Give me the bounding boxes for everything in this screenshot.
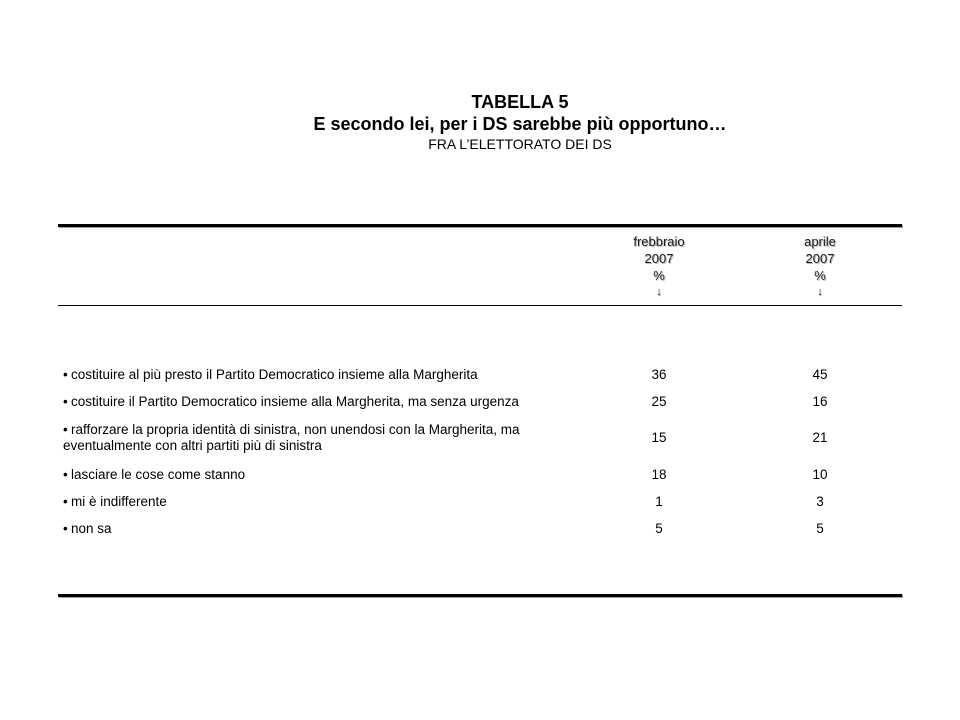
row-label-text: rafforzare la propria identità di sinistra, non unendosi con la Margherita, ma eventualmente con altri partiti più di sinistra <box>63 422 520 453</box>
value-april: 21 <box>812 430 828 445</box>
row-label <box>63 367 583 383</box>
column-header-month: aprile <box>804 234 836 249</box>
table-number: TABELLA 5 <box>471 92 569 112</box>
value-february: 1 <box>655 494 663 509</box>
bullet-icon: • <box>63 422 68 437</box>
column-header-april <box>760 233 880 301</box>
value-april: 3 <box>816 494 824 509</box>
column-header-year: 2007 <box>644 251 674 266</box>
value-february: 18 <box>651 467 667 482</box>
row-label-text: mi è indifferente <box>71 494 167 509</box>
value-april: 45 <box>812 367 828 382</box>
value-february: 15 <box>651 430 667 445</box>
header-divider <box>58 305 902 306</box>
table-subtitle: FRA L’ELETTORATO DEI DS <box>428 136 612 152</box>
row-label-text: costituire al più presto il Partito Democratico insieme alla Margherita <box>71 367 478 382</box>
value-april: 5 <box>816 521 824 536</box>
column-header-unit: % <box>653 268 665 283</box>
bullet-icon: • <box>63 521 68 536</box>
column-header-february <box>599 233 719 301</box>
row-label-text: non sa <box>71 521 112 536</box>
value-april: 10 <box>812 467 828 482</box>
down-arrow-icon: ↓ <box>656 286 662 298</box>
value-february: 5 <box>655 521 663 536</box>
bullet-icon: • <box>63 367 68 382</box>
value-february: 25 <box>651 394 667 409</box>
bullet-icon: • <box>63 494 68 509</box>
row-label <box>63 521 583 537</box>
row-label-text: lasciare le cose come stanno <box>71 467 246 482</box>
row-label <box>63 467 583 483</box>
bottom-rule <box>58 594 902 597</box>
row-label <box>63 422 583 454</box>
column-header-unit: % <box>814 268 826 283</box>
row-label <box>63 394 583 410</box>
row-label <box>63 494 583 510</box>
column-header-year: 2007 <box>805 251 835 266</box>
bullet-icon: • <box>63 467 68 482</box>
row-label-text: costituire il Partito Democratico insieme alla Margherita, ma senza urgenza <box>71 394 519 409</box>
column-header-month: frebbraio <box>633 234 685 249</box>
table-title-block <box>0 92 960 152</box>
table-question: E secondo lei, per i DS sarebbe più opportuno… <box>313 114 727 134</box>
top-rule <box>58 224 902 227</box>
down-arrow-icon: ↓ <box>817 286 823 298</box>
bullet-icon: • <box>63 394 68 409</box>
value-february: 36 <box>651 367 667 382</box>
value-april: 16 <box>812 394 828 409</box>
